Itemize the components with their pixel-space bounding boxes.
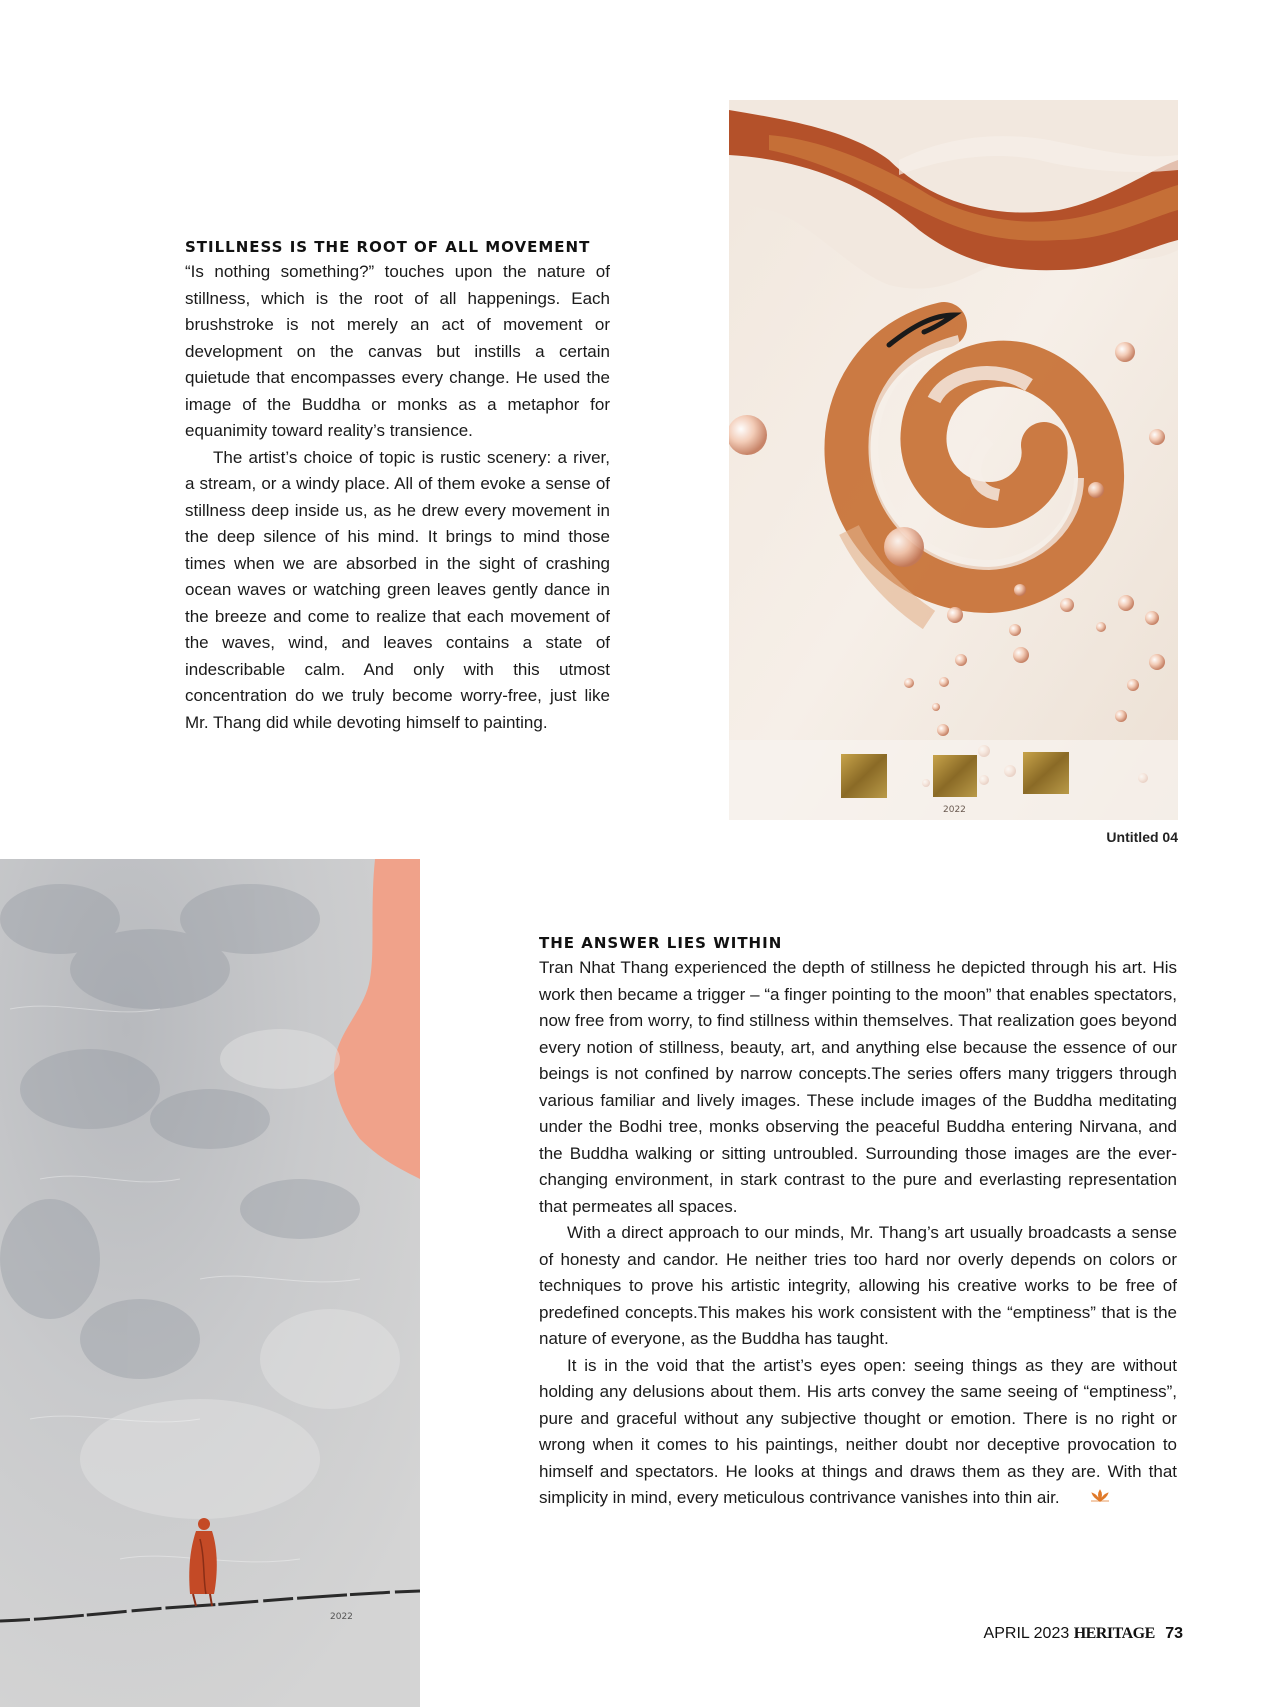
page-footer [984,1625,1183,1643]
lotus-icon [1062,1485,1110,1512]
paragraph: “Is nothing something?” touches upon the nature of stillness, which is the root of all happenings. Each brushstroke is not merely an act of movement or development on the canvas but instills a certain quietude that encompasses every change. He used the image of the Buddha or monks as a metaphor for equanimity toward reality’s transience. [185,262,610,440]
article-column-stillness [185,238,610,736]
section-heading-answer: THE ANSWER LIES WITHIN [539,934,783,952]
page-number: 73 [1165,1625,1183,1642]
magazine-name: HERITAGE [1073,1625,1155,1642]
paragraph-text: It is in the void that the artist’s eyes open: seeing things as they are without holding any delusions about them. His arts convey the same seeing of “emptiness”, pure and graceful without any subjective thought or emotion. There is no right or wrong when it comes to his paintings, neither doubt nor deceptive provocation to himself and spectators. He looks at things and draws them as they are. With that simplicity in mind, every meticulous contrivance vanishes into thin air. [539,1355,1177,1507]
painting-untitled-04 [729,100,1178,820]
abstract-orange-swirl-painting [729,100,1178,820]
paragraph: The artist’s choice of topic is rustic scenery: a river, a stream, or a windy place. All of them evoke a sense of stillness deep inside us, as he drew every movement in the deep silence of his mind. It brings to mind those times when we are absorbed in the sight of crashing ocean waves or watching green leaves gently dance in the breeze and come to realize that each movement of the waves, wind, and leaves contains a state of indescribable calm. And only with this utmost concentration do we truly become worry-free, just like Mr. Thang did while devoting himself to painting. [185,447,610,732]
issue-date: APRIL 2023 [983,1625,1070,1642]
paragraph: With a direct approach to our minds, Mr. Thang’s art usually broadcasts a sense of honesty and candor. He neither tries too hard nor overly depends on colors or techniques to prove his artistic integrity, allowing his creative works to be free of predefined concepts.This makes his work consistent with the “emptiness” that is the nature of everyone, as the Buddha has taught. [539,1223,1177,1348]
section-heading-stillness: STILLNESS IS THE ROOT OF ALL MOVEMENT [185,238,591,256]
painting-monk-walking [0,859,420,1707]
paragraph [539,1353,1177,1512]
svg-text:2022: 2022 [943,805,966,815]
article-column-answer [539,934,1177,1512]
image-caption: Untitled 04 [1106,829,1178,845]
paragraph: Tran Nhat Thang experienced the depth of stillness he depicted through his art. His work then became a trigger – “a finger pointing to the moon” that enables spectators, now free from worry, to find stillness within themselves. That realization goes beyond every notion of stillness, beauty, art, and anything else because the essence of our beings is not confined by narrow concepts.The series offers many triggers through various familiar and lively images. These include images of the Buddha meditating under the Bodhi tree, monks observing the peaceful Buddha entering Nirvana, and the Buddha walking or sitting untroubled. Surrounding those images are the ever-changing environment, in stark contrast to the pure and everlasting representation that permeates all spaces. [539,958,1177,1216]
svg-text:2022: 2022 [330,1612,353,1622]
monk-walking-on-line-painting [0,859,420,1707]
